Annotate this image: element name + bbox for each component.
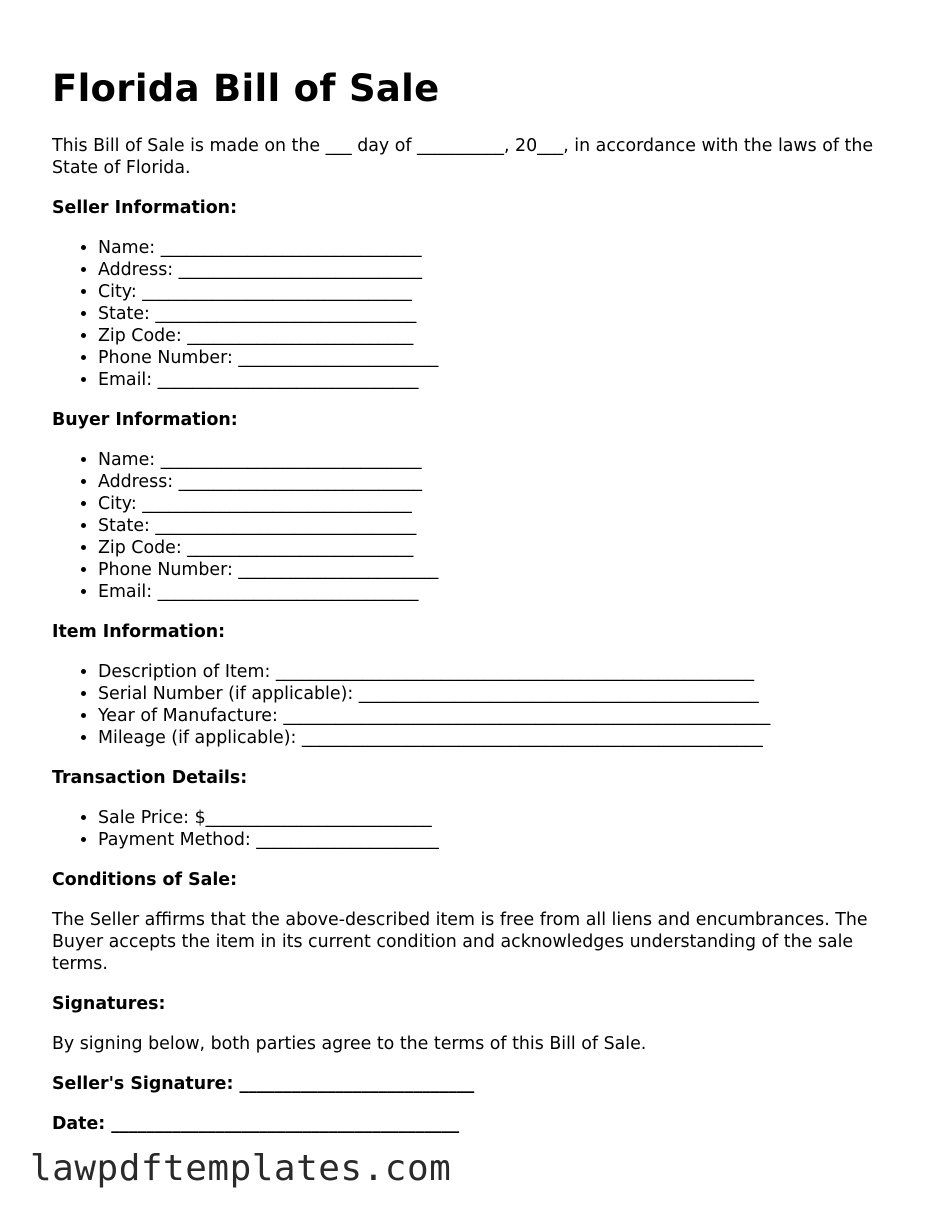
item-serial-field: • Serial Number (if applicable): ______________________________________________ xyxy=(98,683,892,705)
buyer-phone-field: • Phone Number: _______________________ xyxy=(98,559,892,581)
signatures-paragraph: By signing below, both parties agree to the terms of this Bill of Sale. xyxy=(52,1034,647,1054)
date-line: Date: ________________________________________ xyxy=(52,1114,460,1134)
sale-price-field: • Sale Price: $__________________________ xyxy=(98,807,892,829)
seller-email-field: • Email: ______________________________ xyxy=(98,369,892,391)
document-page xyxy=(52,64,892,1135)
conditions-heading: Conditions of Sale: xyxy=(52,870,238,890)
buyer-state-field: • State: ______________________________ xyxy=(98,515,892,537)
seller-name-field: • Name: ______________________________ xyxy=(98,237,892,259)
transaction-list xyxy=(52,807,892,851)
transaction-heading: Transaction Details: xyxy=(52,768,248,788)
item-mileage-field: • Mileage (if applicable): _____________________________________________________ xyxy=(98,727,892,749)
item-list xyxy=(52,661,892,749)
seller-address-field: • Address: ____________________________ xyxy=(98,259,892,281)
seller-state-field: • State: ______________________________ xyxy=(98,303,892,325)
buyer-email-field: • Email: ______________________________ xyxy=(98,581,892,603)
signatures-heading: Signatures: xyxy=(52,994,166,1014)
seller-signature-line: Seller's Signature: ___________________________ xyxy=(52,1074,475,1094)
conditions-paragraph: The Seller affirms that the above-described item is free from all liens and encumbrances. The Buyer accepts the item in its current condition and acknowledges understanding of the sale terms. xyxy=(52,910,868,974)
watermark-logo: lawpdftemplates.com xyxy=(30,1148,452,1189)
item-heading: Item Information: xyxy=(52,622,226,642)
buyer-list xyxy=(52,449,892,603)
buyer-zip-field: • Zip Code: __________________________ xyxy=(98,537,892,559)
buyer-address-field: • Address: ____________________________ xyxy=(98,471,892,493)
seller-phone-field: • Phone Number: _______________________ xyxy=(98,347,892,369)
buyer-name-field: • Name: ______________________________ xyxy=(98,449,892,471)
intro-paragraph: This Bill of Sale is made on the ___ day of __________, 20___, in accordance with the laws of the State of Florida. xyxy=(52,136,874,178)
buyer-city-field: • City: _______________________________ xyxy=(98,493,892,515)
seller-zip-field: • Zip Code: __________________________ xyxy=(98,325,892,347)
item-year-field: • Year of Manufacture: ________________________________________________________ xyxy=(98,705,892,727)
item-description-field: • Description of Item: _______________________________________________________ xyxy=(98,661,892,683)
seller-heading: Seller Information: xyxy=(52,198,238,218)
seller-list xyxy=(52,237,892,391)
payment-method-field: • Payment Method: _____________________ xyxy=(98,829,892,851)
buyer-heading: Buyer Information: xyxy=(52,410,238,430)
seller-city-field: • City: _______________________________ xyxy=(98,281,892,303)
document-title: Florida Bill of Sale xyxy=(52,67,440,110)
